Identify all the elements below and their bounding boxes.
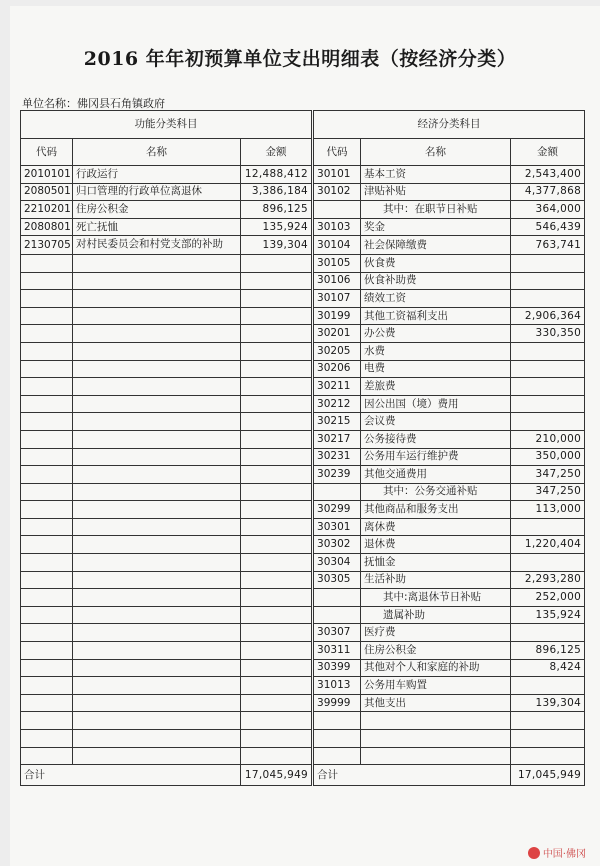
left-name-cell bbox=[73, 589, 241, 607]
right-amount-cell: 4,377,868 bbox=[511, 183, 585, 201]
right-code-cell: 30217 bbox=[313, 430, 361, 448]
table-row bbox=[21, 554, 585, 572]
left-code-cell: 2080801 bbox=[21, 218, 73, 236]
right-name-header: 名称 bbox=[361, 139, 511, 166]
right-total-label: 合计 bbox=[313, 765, 511, 786]
left-code-header: 代码 bbox=[21, 139, 73, 166]
right-amount-cell: 350,000 bbox=[511, 448, 585, 466]
table-row bbox=[21, 466, 585, 484]
right-amount-cell: 135,924 bbox=[511, 606, 585, 624]
left-amount-cell bbox=[241, 659, 313, 677]
right-amount-cell bbox=[511, 413, 585, 431]
left-code-cell bbox=[21, 642, 73, 660]
table-row bbox=[21, 483, 585, 501]
watermark-text: 中国·佛冈 bbox=[542, 849, 586, 860]
right-name-cell: 伙食费 bbox=[361, 254, 511, 272]
right-code-cell: 30103 bbox=[313, 218, 361, 236]
right-amount-cell bbox=[511, 290, 585, 308]
left-name-cell bbox=[73, 571, 241, 589]
left-name-cell bbox=[73, 747, 241, 765]
right-amount-cell: 546,439 bbox=[511, 218, 585, 236]
right-name-cell bbox=[361, 712, 511, 730]
table-row bbox=[21, 254, 585, 272]
right-name-cell: 因公出国（境）费用 bbox=[361, 395, 511, 413]
right-name-cell: 社会保障缴费 bbox=[361, 236, 511, 255]
right-code-cell: 30206 bbox=[313, 360, 361, 378]
left-code-cell bbox=[21, 624, 73, 642]
left-amount-header: 金额 bbox=[241, 139, 313, 166]
right-code-cell: 30102 bbox=[313, 183, 361, 201]
left-name-cell bbox=[73, 642, 241, 660]
left-name-cell bbox=[73, 413, 241, 431]
right-amount-cell: 210,000 bbox=[511, 430, 585, 448]
left-amount-cell bbox=[241, 430, 313, 448]
right-amount-cell: 8,424 bbox=[511, 659, 585, 677]
left-code-cell bbox=[21, 360, 73, 378]
total-row bbox=[21, 765, 585, 786]
right-amount-cell: 364,000 bbox=[511, 201, 585, 219]
right-name-cell: 其他支出 bbox=[361, 694, 511, 712]
right-name-cell: 电费 bbox=[361, 360, 511, 378]
table-row bbox=[21, 183, 585, 201]
left-name-cell bbox=[73, 360, 241, 378]
left-amount-cell bbox=[241, 290, 313, 308]
left-name-cell bbox=[73, 272, 241, 290]
right-name-cell: 住房公积金 bbox=[361, 642, 511, 660]
right-name-cell: 其中：公务交通补贴 bbox=[361, 483, 511, 501]
right-name-cell: 抚恤金 bbox=[361, 554, 511, 572]
right-code-cell: 30104 bbox=[313, 236, 361, 255]
right-amount-cell bbox=[511, 378, 585, 396]
right-code-cell: 30239 bbox=[313, 466, 361, 484]
right-code-cell: 31013 bbox=[313, 677, 361, 695]
right-code-cell bbox=[313, 747, 361, 765]
table-row bbox=[21, 342, 585, 360]
right-code-cell: 30307 bbox=[313, 624, 361, 642]
left-name-cell bbox=[73, 730, 241, 748]
left-amount-cell bbox=[241, 466, 313, 484]
right-amount-cell: 113,000 bbox=[511, 501, 585, 519]
left-code-cell: 2210201 bbox=[21, 201, 73, 219]
right-code-cell: 30105 bbox=[313, 254, 361, 272]
left-code-cell bbox=[21, 413, 73, 431]
right-amount-cell: 896,125 bbox=[511, 642, 585, 660]
left-name-cell bbox=[73, 325, 241, 343]
left-code-cell bbox=[21, 395, 73, 413]
right-code-cell: 30205 bbox=[313, 342, 361, 360]
left-amount-cell bbox=[241, 571, 313, 589]
table-row bbox=[21, 236, 585, 255]
left-code-cell bbox=[21, 589, 73, 607]
left-name-cell bbox=[73, 342, 241, 360]
left-name-cell bbox=[73, 712, 241, 730]
left-amount-cell: 139,304 bbox=[241, 236, 313, 255]
table-row bbox=[21, 642, 585, 660]
table-row bbox=[21, 290, 585, 308]
left-code-cell bbox=[21, 254, 73, 272]
left-name-cell bbox=[73, 677, 241, 695]
left-name-cell bbox=[73, 518, 241, 536]
left-amount-cell bbox=[241, 501, 313, 519]
table-row bbox=[21, 712, 585, 730]
left-amount-cell: 135,924 bbox=[241, 218, 313, 236]
right-code-cell: 30299 bbox=[313, 501, 361, 519]
table-row bbox=[21, 624, 585, 642]
left-code-cell: 2010101 bbox=[21, 166, 73, 184]
right-code-cell: 30304 bbox=[313, 554, 361, 572]
right-code-cell: 39999 bbox=[313, 694, 361, 712]
right-name-cell: 离休费 bbox=[361, 518, 511, 536]
left-code-cell bbox=[21, 606, 73, 624]
right-amount-cell: 252,000 bbox=[511, 589, 585, 607]
left-code-cell bbox=[21, 518, 73, 536]
left-name-cell bbox=[73, 501, 241, 519]
left-code-cell bbox=[21, 536, 73, 554]
right-code-cell: 30212 bbox=[313, 395, 361, 413]
table-row bbox=[21, 536, 585, 554]
left-code-cell bbox=[21, 747, 73, 765]
left-name-cell bbox=[73, 483, 241, 501]
table-row bbox=[21, 571, 585, 589]
right-code-cell: 30399 bbox=[313, 659, 361, 677]
right-code-cell bbox=[313, 201, 361, 219]
right-amount-cell: 347,250 bbox=[511, 466, 585, 484]
table-row bbox=[21, 606, 585, 624]
left-amount-cell bbox=[241, 677, 313, 695]
right-amount-header: 金额 bbox=[511, 139, 585, 166]
left-name-cell: 归口管理的行政单位离退休 bbox=[73, 183, 241, 201]
table-row bbox=[21, 325, 585, 343]
left-amount-cell: 12,488,412 bbox=[241, 166, 313, 184]
left-name-cell bbox=[73, 659, 241, 677]
table-header-group bbox=[21, 111, 585, 139]
right-name-cell: 其他交通费用 bbox=[361, 466, 511, 484]
table-row bbox=[21, 518, 585, 536]
left-name-cell: 行政运行 bbox=[73, 166, 241, 184]
left-amount-cell bbox=[241, 254, 313, 272]
table-row bbox=[21, 430, 585, 448]
right-code-cell: 30231 bbox=[313, 448, 361, 466]
left-amount-cell bbox=[241, 642, 313, 660]
right-amount-cell bbox=[511, 360, 585, 378]
right-name-cell: 医疗费 bbox=[361, 624, 511, 642]
right-name-cell: 基本工资 bbox=[361, 166, 511, 184]
right-name-cell: 其中：在职节日补贴 bbox=[361, 201, 511, 219]
right-name-cell: 退休费 bbox=[361, 536, 511, 554]
left-amount-cell bbox=[241, 624, 313, 642]
table-row bbox=[21, 272, 585, 290]
left-amount-cell bbox=[241, 694, 313, 712]
left-code-cell bbox=[21, 712, 73, 730]
right-name-cell: 差旅费 bbox=[361, 378, 511, 396]
left-code-cell bbox=[21, 483, 73, 501]
left-amount-cell bbox=[241, 518, 313, 536]
right-amount-cell bbox=[511, 518, 585, 536]
right-name-cell: 其他工资福利支出 bbox=[361, 307, 511, 325]
left-code-cell bbox=[21, 307, 73, 325]
right-name-cell: 办公费 bbox=[361, 325, 511, 343]
left-code-cell bbox=[21, 378, 73, 396]
left-amount-cell bbox=[241, 360, 313, 378]
left-code-cell bbox=[21, 677, 73, 695]
page-title: 2016 年年初预算单位支出明细表（按经济分类） bbox=[83, 48, 517, 70]
left-name-cell: 住房公积金 bbox=[73, 201, 241, 219]
left-code-cell bbox=[21, 272, 73, 290]
left-amount-cell bbox=[241, 554, 313, 572]
right-amount-cell: 763,741 bbox=[511, 236, 585, 255]
left-amount-cell bbox=[241, 606, 313, 624]
left-name-cell bbox=[73, 554, 241, 572]
right-code-cell: 30107 bbox=[313, 290, 361, 308]
left-code-cell bbox=[21, 325, 73, 343]
left-code-cell bbox=[21, 554, 73, 572]
table-row bbox=[21, 659, 585, 677]
right-code-cell bbox=[313, 606, 361, 624]
right-amount-cell: 347,250 bbox=[511, 483, 585, 501]
emblem-icon bbox=[528, 847, 540, 859]
left-amount-cell bbox=[241, 342, 313, 360]
right-code-cell: 30302 bbox=[313, 536, 361, 554]
right-amount-cell bbox=[511, 272, 585, 290]
left-name-cell bbox=[73, 378, 241, 396]
left-amount-cell bbox=[241, 483, 313, 501]
right-total-amount: 17,045,949 bbox=[511, 765, 585, 786]
right-name-cell: 公务接待费 bbox=[361, 430, 511, 448]
right-code-cell: 30311 bbox=[313, 642, 361, 660]
right-code-cell: 30211 bbox=[313, 378, 361, 396]
table-row bbox=[21, 747, 585, 765]
right-code-cell bbox=[313, 712, 361, 730]
right-amount-cell bbox=[511, 254, 585, 272]
left-amount-cell bbox=[241, 730, 313, 748]
left-name-cell bbox=[73, 254, 241, 272]
right-name-cell: 水费 bbox=[361, 342, 511, 360]
right-name-cell: 会议费 bbox=[361, 413, 511, 431]
right-amount-cell: 2,543,400 bbox=[511, 166, 585, 184]
left-code-cell bbox=[21, 342, 73, 360]
left-code-cell bbox=[21, 571, 73, 589]
right-name-cell bbox=[361, 747, 511, 765]
table-row bbox=[21, 360, 585, 378]
left-name-header: 名称 bbox=[73, 139, 241, 166]
right-name-cell bbox=[361, 730, 511, 748]
right-amount-cell: 2,293,280 bbox=[511, 571, 585, 589]
right-amount-cell bbox=[511, 624, 585, 642]
table-row bbox=[21, 201, 585, 219]
table-row bbox=[21, 589, 585, 607]
left-name-cell bbox=[73, 536, 241, 554]
economic-header: 经济分类科目 bbox=[313, 111, 585, 139]
right-amount-cell bbox=[511, 712, 585, 730]
left-code-cell: 2130705 bbox=[21, 236, 73, 255]
right-code-cell: 30201 bbox=[313, 325, 361, 343]
right-name-cell: 其他对个人和家庭的补助 bbox=[361, 659, 511, 677]
left-total-label: 合计 bbox=[21, 765, 241, 786]
right-name-cell: 奖金 bbox=[361, 218, 511, 236]
left-amount-cell bbox=[241, 395, 313, 413]
right-code-cell: 30215 bbox=[313, 413, 361, 431]
table-row bbox=[21, 501, 585, 519]
right-amount-cell bbox=[511, 554, 585, 572]
left-code-cell bbox=[21, 290, 73, 308]
left-amount-cell bbox=[241, 712, 313, 730]
functional-header: 功能分类科目 bbox=[21, 111, 313, 139]
right-code-cell bbox=[313, 483, 361, 501]
left-name-cell: 死亡抚恤 bbox=[73, 218, 241, 236]
right-amount-cell bbox=[511, 730, 585, 748]
right-name-cell: 其他商品和服务支出 bbox=[361, 501, 511, 519]
left-code-cell bbox=[21, 659, 73, 677]
left-amount-cell: 3,386,184 bbox=[241, 183, 313, 201]
right-amount-cell: 139,304 bbox=[511, 694, 585, 712]
table-row bbox=[21, 307, 585, 325]
table-row bbox=[21, 413, 585, 431]
left-amount-cell bbox=[241, 378, 313, 396]
right-amount-cell: 2,906,364 bbox=[511, 307, 585, 325]
table-header-columns bbox=[21, 139, 585, 166]
right-amount-cell: 330,350 bbox=[511, 325, 585, 343]
right-name-cell: 伙食补助费 bbox=[361, 272, 511, 290]
right-name-cell: 公务用车运行维护费 bbox=[361, 448, 511, 466]
left-name-cell bbox=[73, 307, 241, 325]
table-row bbox=[21, 378, 585, 396]
right-amount-cell bbox=[511, 677, 585, 695]
right-name-cell: 公务用车购置 bbox=[361, 677, 511, 695]
table-row bbox=[21, 218, 585, 236]
left-name-cell bbox=[73, 624, 241, 642]
left-code-cell bbox=[21, 466, 73, 484]
left-amount-cell bbox=[241, 413, 313, 431]
right-name-cell: 绩效工资 bbox=[361, 290, 511, 308]
expenditure-table bbox=[20, 110, 585, 786]
right-code-cell bbox=[313, 730, 361, 748]
right-code-cell: 30305 bbox=[313, 571, 361, 589]
right-name-cell: 生活补助 bbox=[361, 571, 511, 589]
left-total-amount: 17,045,949 bbox=[241, 765, 313, 786]
site-watermark bbox=[528, 845, 586, 860]
left-amount-cell bbox=[241, 589, 313, 607]
table-row bbox=[21, 166, 585, 184]
left-code-cell bbox=[21, 730, 73, 748]
right-code-cell: 30301 bbox=[313, 518, 361, 536]
right-amount-cell bbox=[511, 342, 585, 360]
table-row bbox=[21, 448, 585, 466]
left-code-cell bbox=[21, 694, 73, 712]
left-name-cell bbox=[73, 606, 241, 624]
table-row bbox=[21, 395, 585, 413]
right-amount-cell: 1,220,404 bbox=[511, 536, 585, 554]
left-amount-cell bbox=[241, 536, 313, 554]
left-name-cell bbox=[73, 448, 241, 466]
left-amount-cell bbox=[241, 307, 313, 325]
right-code-cell bbox=[313, 589, 361, 607]
left-amount-cell: 896,125 bbox=[241, 201, 313, 219]
table-row bbox=[21, 694, 585, 712]
left-amount-cell bbox=[241, 747, 313, 765]
left-code-cell bbox=[21, 430, 73, 448]
right-code-cell: 30101 bbox=[313, 166, 361, 184]
table-row bbox=[21, 730, 585, 748]
left-name-cell bbox=[73, 694, 241, 712]
table-row bbox=[21, 677, 585, 695]
right-code-header: 代码 bbox=[313, 139, 361, 166]
left-code-cell bbox=[21, 448, 73, 466]
left-name-cell: 对村民委员会和村党支部的补助 bbox=[73, 236, 241, 255]
unit-name-label: 单位名称：佛冈县石角镇政府 bbox=[22, 97, 165, 110]
left-name-cell bbox=[73, 290, 241, 308]
left-name-cell bbox=[73, 466, 241, 484]
left-name-cell bbox=[73, 395, 241, 413]
left-code-cell: 2080501 bbox=[21, 183, 73, 201]
left-amount-cell bbox=[241, 448, 313, 466]
left-name-cell bbox=[73, 430, 241, 448]
right-code-cell: 30199 bbox=[313, 307, 361, 325]
right-name-cell: 津贴补贴 bbox=[361, 183, 511, 201]
right-amount-cell bbox=[511, 747, 585, 765]
right-name-cell: 其中:离退休节日补贴 bbox=[361, 589, 511, 607]
left-amount-cell bbox=[241, 325, 313, 343]
left-amount-cell bbox=[241, 272, 313, 290]
right-amount-cell bbox=[511, 395, 585, 413]
right-code-cell: 30106 bbox=[313, 272, 361, 290]
right-name-cell: 遗属补助 bbox=[361, 606, 511, 624]
left-code-cell bbox=[21, 501, 73, 519]
